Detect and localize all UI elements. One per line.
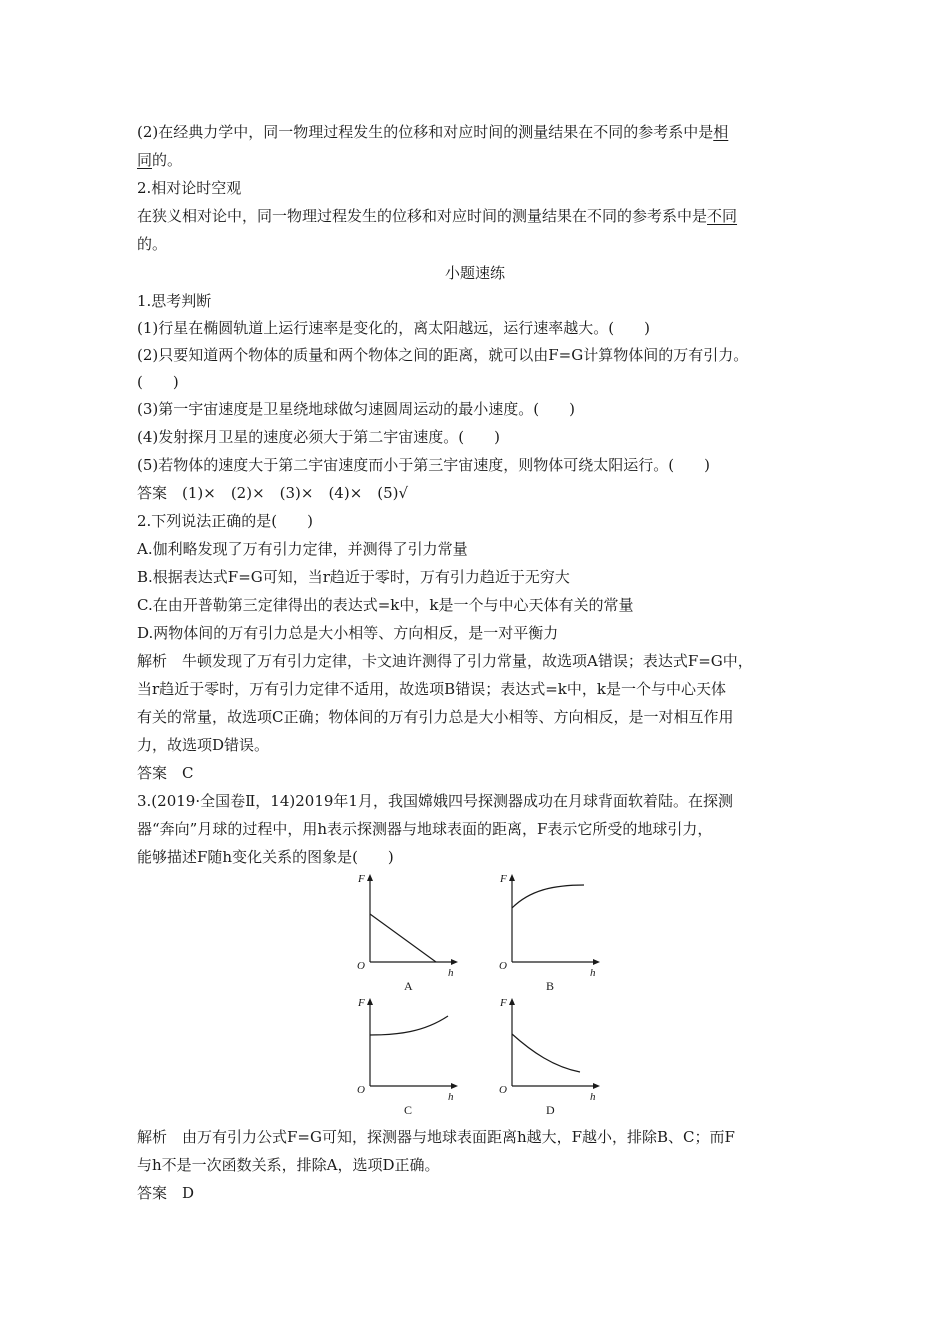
explanation: 当r趋近于零时，万有引力定律不适用，故选项B错误；表达式=k中，k是一个与中心天体	[137, 680, 726, 698]
graph-b	[492, 872, 612, 992]
option-d: D.两物体间的万有引力总是大小相等、方向相反，是一对平衡力	[137, 624, 559, 642]
origin-label: O	[357, 1084, 365, 1096]
x-axis-label: h	[590, 1091, 596, 1103]
text-line: (2)在经典力学中，同一物理过程发生的位移和对应时间的测量结果在不同的参考系中是相	[137, 123, 729, 141]
origin-label: O	[499, 1084, 507, 1096]
graph-c	[350, 996, 470, 1116]
option-c: C.在由开普勒第三定律得出的表达式=k中，k是一个与中心天体有关的常量	[137, 596, 634, 614]
x-axis-label: h	[448, 967, 454, 979]
caption-b: B	[546, 979, 555, 993]
caption-c: C	[404, 1103, 413, 1117]
explanation: 力，故选项D错误。	[137, 736, 270, 754]
caption-a: A	[404, 979, 413, 993]
x-axis-label: h	[448, 1091, 454, 1103]
origin-label: O	[357, 960, 365, 972]
explanation: 与h不是一次函数关系，排除A，选项D正确。	[137, 1156, 440, 1174]
subheading: 2.相对论时空观	[137, 179, 242, 197]
option-b: B.根据表达式F=G可知，当r趋近于零时，万有引力趋近于无穷大	[137, 568, 570, 586]
origin-label: O	[499, 960, 507, 972]
y-axis-label: F	[358, 873, 365, 885]
question-text: 能够描述F随h变化关系的图象是( )	[137, 848, 394, 866]
y-axis-label: F	[500, 997, 507, 1009]
explanation: 解析 牛顿发现了万有引力定律，卡文迪许测得了引力常量，故选项A错误；表达式F=G中，	[137, 652, 753, 670]
curve-c	[370, 1016, 448, 1035]
graph-a	[350, 872, 470, 992]
statement: (4)发射探月卫星的速度必须大于第二宇宙速度。( )	[137, 428, 500, 446]
question-text: 器“奔向”月球的过程中，用h表示探测器与地球表面的距离，F表示它所受的地球引力，	[137, 820, 713, 838]
explanation: 有关的常量，故选项C正确；物体间的万有引力总是大小相等、方向相反，是一对相互作用	[137, 708, 734, 726]
statement: (3)第一宇宙速度是卫星绕地球做匀速圆周运动的最小速度。( )	[137, 400, 575, 418]
question-text: 3.(2019·全国卷Ⅱ，14)2019年1月，我国嫦娥四号探测器成功在月球背面软着陆。在探测	[137, 792, 733, 810]
question-title: 2.下列说法正确的是( )	[137, 512, 314, 530]
curve-b	[512, 885, 584, 908]
option-a: A.伽利略发现了万有引力定律，并测得了引力常量	[137, 540, 468, 558]
graph-d	[492, 996, 612, 1116]
statement: ( )	[137, 373, 179, 391]
statement: (5)若物体的速度大于第二宇宙速度而小于第三宇宙速度，则物体可绕太阳运行。( )	[137, 456, 710, 474]
curve-d	[512, 1034, 580, 1072]
y-axis-label: F	[358, 997, 365, 1009]
x-axis-label: h	[590, 967, 596, 979]
text-line: 在狭义相对论中，同一物理过程发生的位移和对应时间的测量结果在不同的参考系中是不同	[137, 207, 738, 225]
text-line: 的。	[137, 235, 168, 253]
y-axis-label: F	[500, 873, 507, 885]
answer: 答案 D	[137, 1184, 195, 1202]
explanation: 解析 由万有引力公式F=G可知，探测器与地球表面距离h越大，F越小，排除B、C；而F	[137, 1128, 735, 1146]
answer: 答案 C	[137, 764, 194, 782]
question-title: 1.思考判断	[137, 292, 212, 310]
caption-d: D	[546, 1103, 555, 1117]
text-line: 同的。	[137, 151, 183, 169]
answer: 答案 (1)× (2)× (3)× (4)× (5)√	[137, 484, 409, 502]
statement: (1)行星在椭圆轨道上运行速率是变化的，离太阳越远，运行速率越大。( )	[137, 319, 650, 337]
statement: (2)只要知道两个物体的质量和两个物体之间的距离，就可以由F=G计算物体间的万有引力。	[137, 346, 749, 364]
section-heading: 小题速练	[444, 264, 505, 282]
curve-a	[370, 914, 436, 962]
